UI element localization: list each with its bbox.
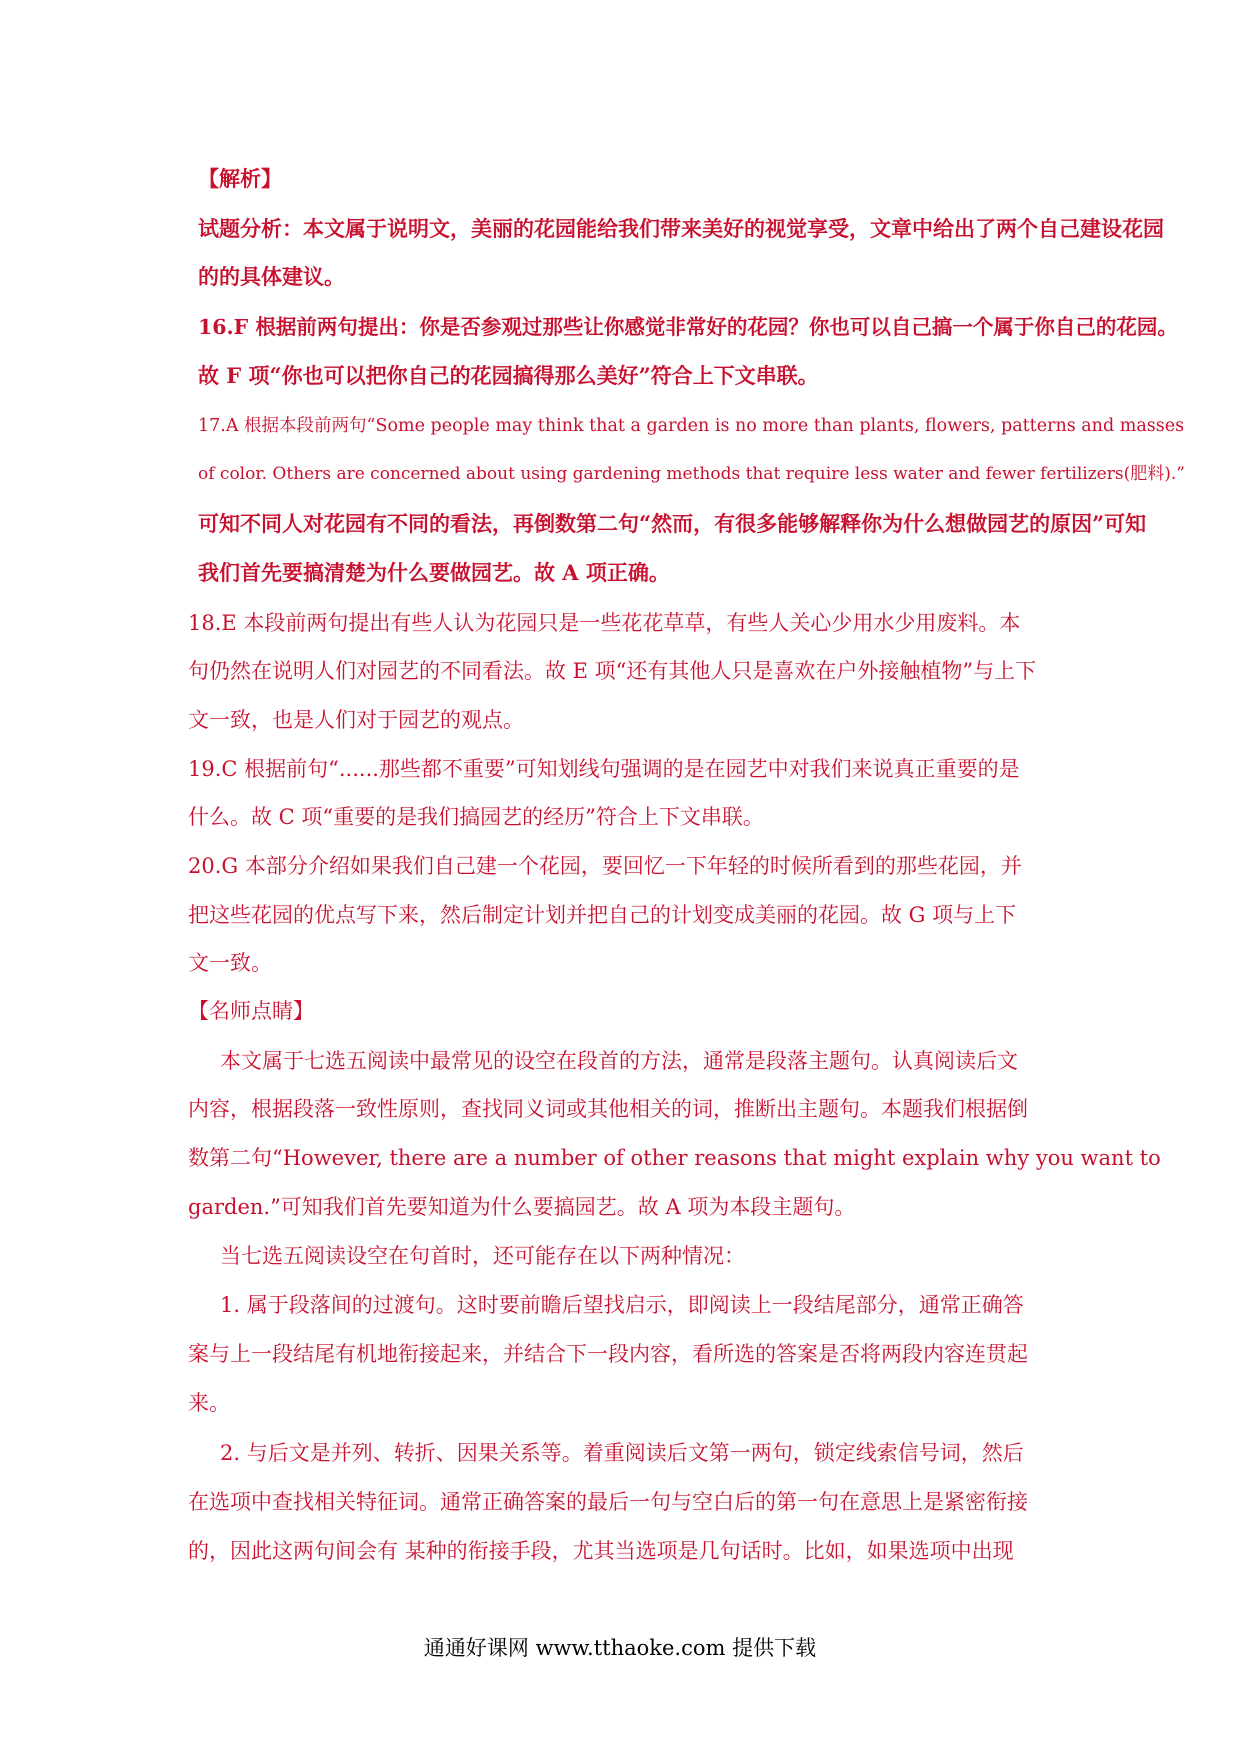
- answer-19-line: 19.C 根据前句“......那些都不重要”可知划线句强调的是在园艺中对我们来说真正重要的是: [188, 757, 1020, 781]
- summary-line: 试题分析：本文属于说明文，美丽的花园能给我们带来美好的视觉享受，文章中给出了两个自己建设花园: [198, 216, 1164, 241]
- case-2-line: 的，因此这两句间会有 某种的衔接手段，尤其当选项是几句话时。比如，如果选项中出现: [188, 1539, 1014, 1563]
- answer-20-line: 把这些花园的优点写下来，然后制定计划并把自己的计划变成美丽的花园。故 G 项与上下: [188, 903, 1017, 927]
- summary-line: 的的具体建议。: [198, 264, 345, 289]
- case-1-line: 案与上一段结尾有机地衔接起来，并结合下一段内容，看所选的答案是否将两段内容连贯起: [188, 1342, 1028, 1366]
- case-2-line: 在选项中查找相关特征词。通常正确答案的最后一句与空白后的第一句在意思上是紧密衔接: [188, 1490, 1028, 1514]
- answer-17-line: of color. Others are concerned about using gardening methods that require less water and fewer fertilizers(肥料).”: [198, 464, 1185, 484]
- analysis-heading: 【解析】: [198, 166, 282, 191]
- answer-17-line: 我们首先要搞清楚为什么要做园艺。故 A 项正确。: [198, 560, 670, 585]
- answer-16-line: 故 F 项“你也可以把你自己的花园搞得那么美好”符合上下文串联。: [198, 363, 819, 388]
- answer-18-line: 句仍然在说明人们对园艺的不同看法。故 E 项“还有其他人只是喜欢在户外接触植物”与上下: [188, 659, 1037, 683]
- answer-18-line: 18.E 本段前两句提出有些人认为花园只是一些花花草草，有些人关心少用水少用废料。本: [188, 611, 1021, 635]
- case-1-line: 来。: [188, 1391, 230, 1415]
- answer-18-line: 文一致，也是人们对于园艺的观点。: [188, 708, 524, 732]
- answer-16-line: 16.F 根据前两句提出：你是否参观过那些让你感觉非常好的花园？你也可以自己搞一个属于你自己的花园。: [198, 315, 1178, 339]
- answer-20-line: 文一致。: [188, 951, 272, 975]
- tips-paragraph-line: 数第二句“However, there are a number of other reasons that might explain why you want to: [188, 1146, 1161, 1170]
- tips-paragraph-line: 内容，根据段落一致性原则，查找同义词或其他相关的词，推断出主题句。本题我们根据倒: [188, 1097, 1028, 1121]
- tips-paragraph-line: 当七选五阅读设空在句首时，还可能存在以下两种情况：: [220, 1244, 745, 1268]
- tips-paragraph-line: 本文属于七选五阅读中最常见的设空在段首的方法，通常是段落主题句。认真阅读后文: [220, 1049, 1018, 1073]
- tips-paragraph-line: garden.”可知我们首先要知道为什么要搞园艺。故 A 项为本段主题句。: [188, 1195, 856, 1219]
- case-1-line: 1. 属于段落间的过渡句。这时要前瞻后望找启示，即阅读上一段结尾部分，通常正确答: [220, 1293, 1024, 1317]
- case-2-line: 2. 与后文是并列、转折、因果关系等。着重阅读后文第一两句，锁定线索信号词，然后: [220, 1441, 1024, 1465]
- tips-heading: 【名师点睛】: [188, 999, 314, 1023]
- answer-20-line: 20.G 本部分介绍如果我们自己建一个花园，要回忆一下年轻的时候所看到的那些花园，并: [188, 854, 1022, 878]
- answer-17-line: 17.A 根据本段前两句“Some people may think that a garden is no more than plants, flowers, patterns and masses: [198, 416, 1185, 436]
- answer-17-line: 可知不同人对花园有不同的看法，再倒数第二句“然而，有很多能够解释你为什么想做园艺的原因”可知: [198, 511, 1147, 536]
- page-footer: 通通好课网 www.tthaoke.com 提供下载: [423, 1636, 817, 1660]
- answer-19-line: 什么。故 C 项“重要的是我们搞园艺的经历”符合上下文串联。: [188, 805, 764, 829]
